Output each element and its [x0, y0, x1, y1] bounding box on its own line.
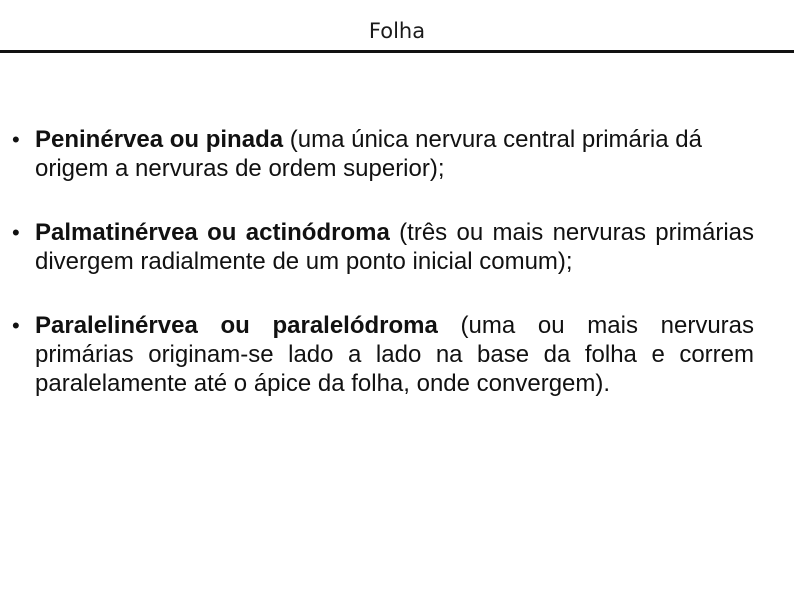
- bullet-dot: •: [12, 220, 20, 245]
- bullet-description: (três ou mais nervuras primárias divergem radialmente de um ponto inicial comum);: [35, 219, 754, 275]
- bullet-term: Palmatinérvea ou actinódroma: [35, 219, 390, 246]
- bullet-item-paralelinervea: [12, 311, 754, 398]
- bullet-term: Paralelinérvea ou paralelódroma: [35, 312, 438, 339]
- bullet-list: [12, 125, 754, 433]
- bullet-description: (uma ou mais nervuras primárias originam-se lado a lado na base da folha e correm paralelamente até o ápice da folha, onde convergem).: [35, 312, 755, 397]
- bullet-dot: •: [12, 313, 20, 338]
- slide-title: Folha: [368, 19, 426, 43]
- bullet-description: (uma única nervura central primária dá origem a nervuras de ordem superior);: [35, 126, 702, 182]
- bullet-item-palmatinervea: [12, 218, 754, 276]
- bullet-item-peninervea: [12, 125, 754, 183]
- bullet-term: Peninérvea ou pinada: [35, 126, 284, 153]
- title-divider: [0, 50, 794, 53]
- bullet-dot: •: [12, 127, 20, 152]
